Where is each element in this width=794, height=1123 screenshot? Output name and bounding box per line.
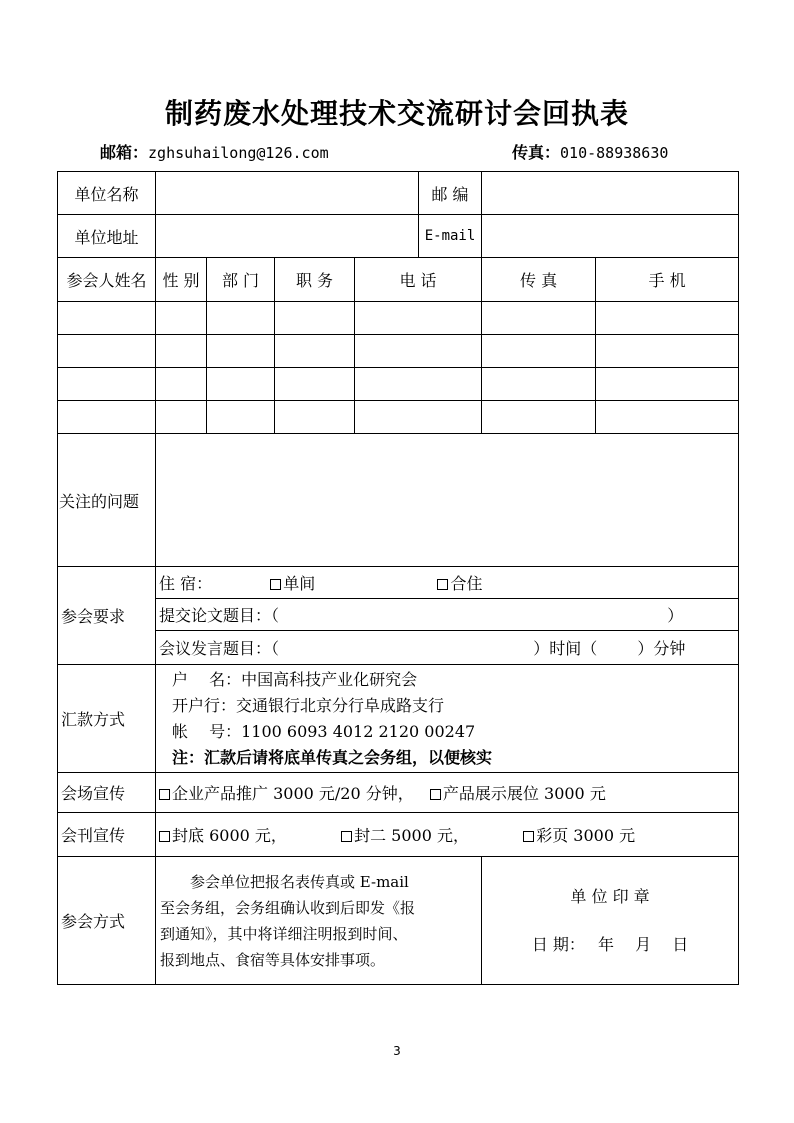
- fax-label: 传真：: [512, 143, 561, 162]
- concerns-field[interactable]: [156, 434, 739, 567]
- attendee-gender-cell[interactable]: [156, 302, 207, 335]
- attendee-name-cell[interactable]: [58, 335, 156, 368]
- attendee-row: [58, 368, 739, 401]
- attendee-gender-cell[interactable]: [156, 401, 207, 434]
- requirements-label: 参会要求: [58, 567, 156, 665]
- unit-address-field[interactable]: [156, 215, 482, 258]
- attendee-row: [58, 401, 739, 434]
- lodging-row: [156, 567, 739, 599]
- attendee-name-cell[interactable]: [58, 368, 156, 401]
- inside-cover-label: 封二 5000 元，: [354, 826, 469, 845]
- payment-note: 注：汇款后请将底单传真之会务组，以便核实: [172, 747, 493, 767]
- attendee-position-cell[interactable]: [275, 335, 355, 368]
- unit-address-label: 单位地址: [58, 215, 156, 258]
- header-mobile: 手 机: [596, 258, 739, 302]
- header-department: 部 门: [207, 258, 275, 302]
- booth-checkbox[interactable]: [430, 789, 441, 800]
- speech-topic-label: 会议发言题目：（: [159, 639, 280, 658]
- speech-topic-row[interactable]: [156, 631, 739, 665]
- attendee-department-cell[interactable]: [207, 302, 275, 335]
- postcode-label: 邮 编: [431, 184, 469, 204]
- venue-promo-options: [156, 773, 739, 813]
- header-gender: 性 别: [156, 258, 207, 302]
- header-position: 职 务: [275, 258, 355, 302]
- attendee-department-cell[interactable]: [207, 368, 275, 401]
- concerns-label: 关注的问题: [58, 434, 156, 567]
- attendee-department-cell[interactable]: [207, 401, 275, 434]
- attendee-phone-cell[interactable]: [355, 302, 482, 335]
- fax-contact: [512, 140, 668, 163]
- email-field[interactable]: [482, 215, 739, 258]
- attendee-mobile-cell[interactable]: [596, 368, 739, 401]
- product-promo-label: 企业产品推广 3000 元/20 分钟，: [172, 784, 414, 803]
- stamp-area[interactable]: [482, 857, 739, 985]
- speech-time-label: ）时间（: [533, 639, 598, 658]
- lodging-label: 住 宿：: [159, 574, 213, 593]
- shared-room-label: 合住: [450, 574, 483, 593]
- attend-method-description: [156, 857, 482, 985]
- attendee-mobile-cell[interactable]: [596, 401, 739, 434]
- attendee-mobile-cell[interactable]: [596, 335, 739, 368]
- shared-room-checkbox[interactable]: [437, 579, 448, 590]
- header-name: 参会人姓名: [58, 258, 156, 302]
- postcode-field[interactable]: [482, 172, 739, 215]
- attendee-name-cell[interactable]: [58, 401, 156, 434]
- date-label: 日 期： 年 月 日: [531, 934, 689, 954]
- attendee-fax-cell[interactable]: [482, 335, 596, 368]
- registration-form: [57, 171, 739, 985]
- email-value: zghsuhailong@126.com: [148, 144, 329, 162]
- attend-method-line: 报到地点、食宿等具体安排事项。: [160, 950, 386, 969]
- paper-topic-close: ）: [667, 606, 684, 625]
- attendee-fax-cell[interactable]: [482, 368, 596, 401]
- back-cover-checkbox[interactable]: [159, 831, 170, 842]
- page-number: 3: [393, 1044, 401, 1058]
- email-field-label: E-mail: [424, 228, 476, 244]
- inside-cover-checkbox[interactable]: [341, 831, 352, 842]
- journal-promo-options: [156, 813, 739, 857]
- attendee-name-cell[interactable]: [58, 302, 156, 335]
- attendee-phone-cell[interactable]: [355, 401, 482, 434]
- payment-details: [156, 665, 739, 773]
- attendee-mobile-cell[interactable]: [596, 302, 739, 335]
- paper-topic-label: 提交论文题目：（: [159, 606, 280, 625]
- attendee-position-cell[interactable]: [275, 368, 355, 401]
- attendee-position-cell[interactable]: [275, 401, 355, 434]
- attendee-position-cell[interactable]: [275, 302, 355, 335]
- attendee-department-cell[interactable]: [207, 335, 275, 368]
- color-page-label: 彩页 3000 元: [536, 826, 636, 845]
- attend-method-line: 参会单位把报名表传真或 E-mail: [190, 872, 409, 891]
- attendee-gender-cell[interactable]: [156, 335, 207, 368]
- attend-method-line: 到通知》，其中将详细注明报到时间、: [160, 924, 408, 943]
- back-cover-label: 封底 6000 元，: [172, 826, 287, 845]
- paper-topic-row[interactable]: [156, 599, 739, 631]
- attendee-row: [58, 335, 739, 368]
- account-number: 帐 号：1100 6093 4012 2120 00247: [172, 721, 476, 741]
- header-fax: 传 真: [482, 258, 596, 302]
- payment-label: 汇款方式: [58, 665, 156, 773]
- product-promo-checkbox[interactable]: [159, 789, 170, 800]
- journal-promo-label: 会刊宣传: [58, 813, 156, 857]
- unit-name-label: 单位名称: [58, 172, 156, 215]
- attendee-phone-cell[interactable]: [355, 368, 482, 401]
- attendee-header-row: [58, 258, 739, 302]
- unit-address-value[interactable]: [156, 215, 419, 257]
- color-page-checkbox[interactable]: [523, 831, 534, 842]
- booth-label: 产品展示展位 3000 元: [442, 784, 606, 803]
- single-room-label: 单间: [283, 574, 316, 593]
- venue-promo-label: 会场宣传: [58, 773, 156, 813]
- header-phone: 电 话: [355, 258, 482, 302]
- email-label: 邮箱：: [100, 143, 149, 162]
- attend-method-label: 参会方式: [58, 857, 156, 985]
- email-contact: [100, 140, 329, 163]
- stamp-label: 单 位 印 章: [570, 886, 650, 906]
- attend-method-line: 至会务组，会务组确认收到后即发《报: [160, 898, 416, 917]
- account-name: 户 名：中国高科技产业化研究会: [172, 669, 418, 689]
- attendee-fax-cell[interactable]: [482, 302, 596, 335]
- attendee-row: [58, 302, 739, 335]
- unit-name-value[interactable]: [156, 172, 419, 214]
- unit-name-field[interactable]: [156, 172, 482, 215]
- attendee-phone-cell[interactable]: [355, 335, 482, 368]
- single-room-checkbox[interactable]: [270, 579, 281, 590]
- speech-minutes-label: ）分钟: [637, 639, 686, 658]
- bank-name: 开户行：交通银行北京分行阜成路支行: [172, 695, 445, 715]
- page-title: 制药废水处理技术交流研讨会回执表: [164, 97, 629, 130]
- attendee-gender-cell[interactable]: [156, 368, 207, 401]
- attendee-fax-cell[interactable]: [482, 401, 596, 434]
- fax-value: 010-88938630: [560, 144, 669, 162]
